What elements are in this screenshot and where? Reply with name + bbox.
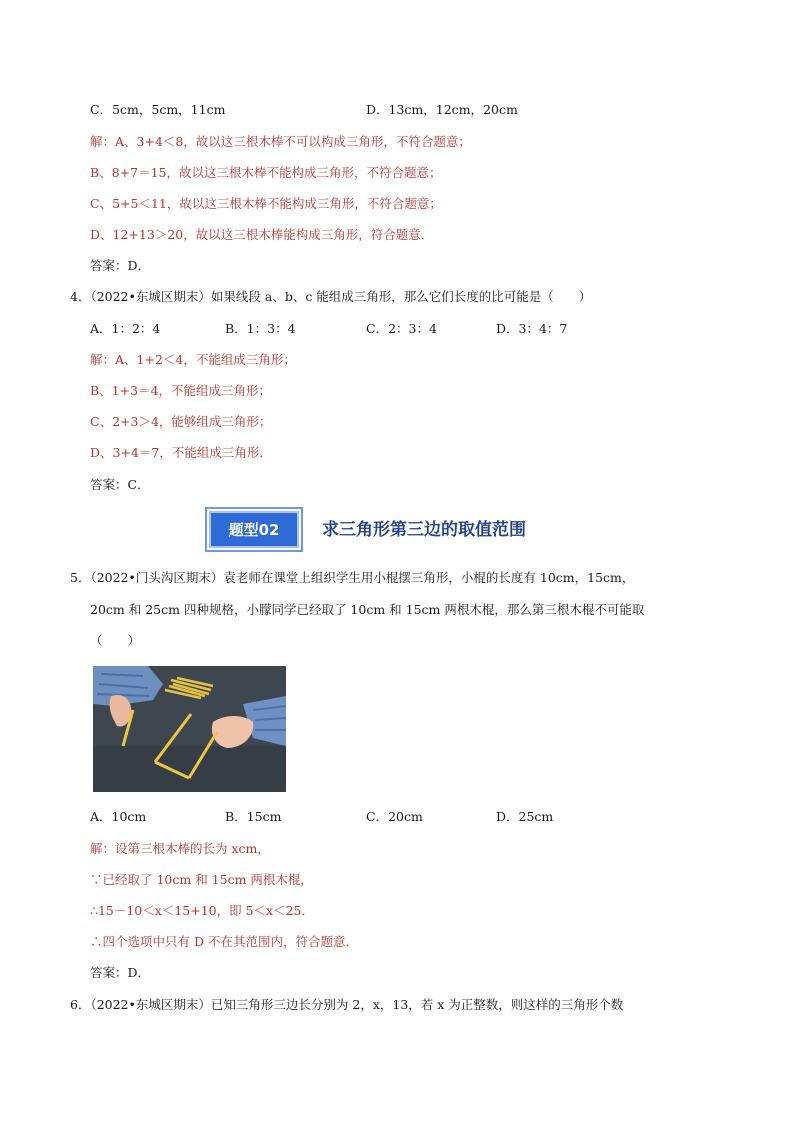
q5-solution-line-2: ∵已经取了 10cm 和 15cm 两根木棍， [90,872,313,887]
q5-question-line-3: （ ） [90,633,141,648]
q4-answer: 答案：C． [90,477,150,492]
section-badge [209,511,299,548]
section-badge-label: 题型02 [228,521,280,539]
q4-question: 4．（2022•东城区期末）如果线段 a、b、c 能组成三角形，那么它们长度的比可能是（ ） [70,289,592,304]
q3-option-d: D．13cm，12cm，20cm [366,102,518,117]
q4-option-d: D．3：4：7 [496,321,568,336]
q4-solution-line-3: C、2+3＞4，能够组成三角形； [90,414,272,429]
q4-solution-line-2: B、1+3＝4，不能组成三角形； [90,383,272,398]
q5-question-line-1: 5．（2022•门头沟区期末）袁老师在课堂上组织学生用小棍摆三角形，小棍的长度有 10cm，15cm， [70,570,635,585]
q6-question: 6．（2022•东城区期末）已知三角形三边长分别为 2，x，13，若 x 为正整数，则这样的三角形个数 [70,997,624,1012]
q4-option-b: B．1：3：4 [225,321,296,336]
sticks-photo-illustration [93,666,286,792]
q4-solution-line-4: D、3+4＝7，不能组成三角形． [90,445,272,460]
q5-answer: 答案：D． [90,965,151,980]
q3-solution-line-3: C、5+5＜11，故以这三根木棒不能构成三角形，不符合题意； [90,196,442,211]
q3-solution-line-2: B、8+7＝15，故以这三根木棒不能构成三角形，不符合题意； [90,165,442,180]
q3-option-c: C．5cm，5cm，11cm [90,102,226,117]
q5-solution-line-4: ∴四个选项中只有 D 不在其范围内，符合题意． [90,934,358,949]
q5-option-b: B．15cm [225,809,282,824]
q5-solution-line-3: ∴15－10＜x＜15+10，即 5＜x＜25． [90,903,314,918]
q5-question-line-2: 20cm 和 25cm 四种规格，小朦同学已经取了 10cm 和 15cm 两根木棍，那么第三根木棍不可能取 [90,602,645,617]
q5-option-a: A．10cm [90,809,147,824]
q5-solution-line-1: 解：设第三根木棒的长为 xcm， [90,841,270,856]
q3-solution-line-4: D、12+13＞20，故以这三根木棒能构成三角形，符合题意． [90,227,434,242]
q5-option-c: C．20cm [366,809,423,824]
sticks-photo [93,666,286,792]
section-title: 求三角形第三边的取值范围 [322,520,526,540]
q3-solution-line-1: 解：A、3+4＜8，故以这三根木棒不可以构成三角形，不符合题意； [90,134,471,149]
q4-solution-line-1: 解：A、1+2＜4，不能组成三角形； [90,352,296,367]
q5-option-d: D．25cm [496,809,554,824]
q4-option-c: C．2：3：4 [366,321,437,336]
q4-option-a: A．1：2：4 [90,321,161,336]
q3-answer: 答案：D． [90,258,151,273]
